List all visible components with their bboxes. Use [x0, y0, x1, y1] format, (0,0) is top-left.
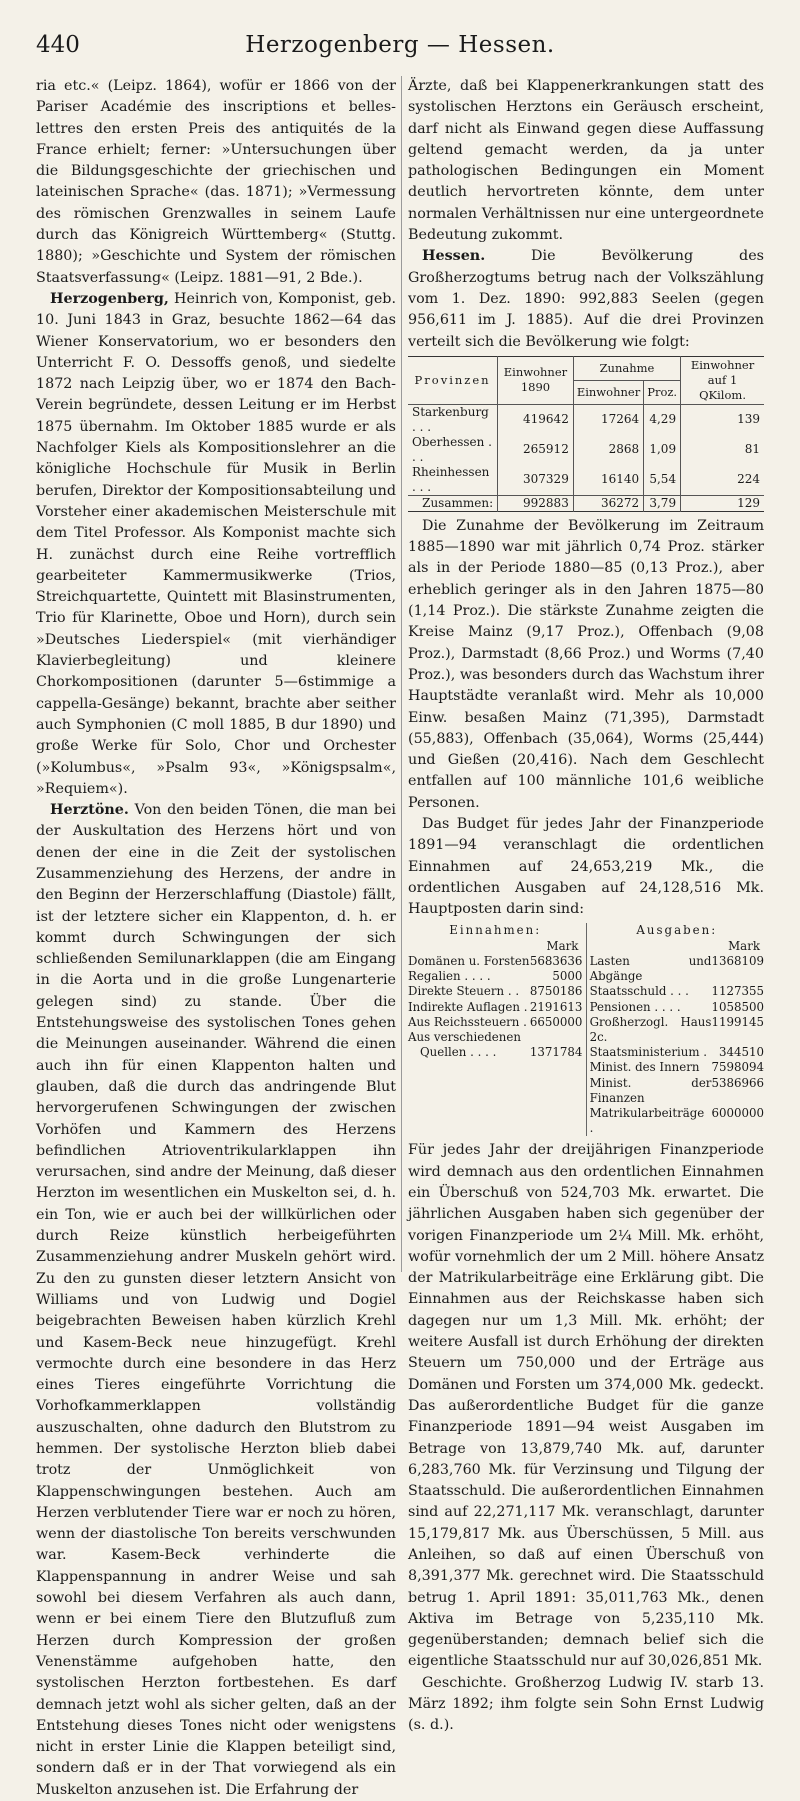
budget-ausgaben [590, 923, 764, 1137]
table-row [408, 435, 764, 465]
table-row [408, 404, 764, 435]
budget-label: Domänen u. Forsten [408, 953, 530, 968]
paragraph-continuation: ria etc.« (Leipz. 1864), wofür er 1866 von der Pariser Académie des inscriptions et belles-lettres den ersten Preis des antiquités de la France erhielt; ferner: »Untersuchungen über die Bildungsgeschichte der griechischen und lateinischen Sprache« (das. 1871); »Vermessung des römischen Grenzwalles in seinem Laufe durch das Königreich Württemberg« (Stuttg. 1880); »Geschichte und System der römischen Staatsverfassung« (Leipz. 1881—91, 2 Bde.). [36, 78, 396, 286]
budget-row [408, 969, 582, 984]
budget-value: 5386966 [711, 1075, 764, 1090]
cell-total-label: Zusammen: [408, 495, 498, 511]
budget-label: Pensionen . . . . [589, 999, 681, 1014]
entry-hessen [408, 246, 764, 352]
budget-label: Matrikularbeiträge . [589, 1105, 705, 1136]
headword-herztoene: Herztöne. [50, 802, 129, 819]
unit-label: Mark [728, 938, 760, 953]
budget-row [590, 1060, 764, 1075]
budget-value: 2191613 [529, 999, 583, 1014]
entry-text: Heinrich von, Komponist, geb. 10. Juni 1843 in Graz, besuchte 1862—64 das Wiener Konservatorium, wo er besonders den Unterricht F. O. Dessoffs genoß, und siedelte 1872 nach Leipzig über, wo er 1874 den Bach-Verein begründete, dessen Leitung er im Herbst 1875 übernahm. Im Oktober 1885 wurde er als Nachfolger Kiels als Kompositionslehrer an die königliche Hochschule für Musik in Berlin berufen, Direktor der Kompositionsabteilung und Vorsteher einer akademischen Meisterschule mit dem Titel Professor. Als Komponist machte sich H. zunächst durch eine Reihe vortrefflich gearbeiteter Kammermusikwerke (Trios, Streichquartette, Quintett mit Blasinstrumenten, Trio für Klarinette, Oboe und Horn), durch sein »Deutsches Liederspiel« (mit vierhändiger Klavierbegleitung) und kleinere Chorkompositionen (darunter 5—6stimmige a cappella-Gesänge) bekannt, brachte aber seither auch Symphonien (C moll 1885, B dur 1890) und große Werke für Solo, Chor und Orchester (»Kolumbus«, »Psalm 93«, »Königspsalm«, »Requiem«). [36, 290, 397, 797]
budget-label: Direkte Steuern . . [408, 984, 520, 999]
budget-value: 1127355 [711, 984, 764, 999]
cell-province: Starkenburg . . . [412, 404, 489, 434]
table-row [408, 465, 764, 496]
page-number: 440 [36, 32, 80, 58]
column-divider [401, 76, 402, 1272]
budget-label: Staatsministerium . [589, 1045, 708, 1060]
paragraph-budget-details: Für jedes Jahr der dreijährigen Finanzperiode wird demnach aus den ordentlichen Einnahmen ein Überschuß von 524,703 Mk. erwartet. Die jährlichen Ausgaben haben sich gegenüber der vorigen Finanzperiode um 2¼ Mill. Mk. erhöht, wofür vornehmlich der um 2 Mill. höhere Ansatz der Matrikularbeiträge eine Erklärung gibt. Die Einnahmen aus der Reichskasse haben sich dagegen nur um 1,3 Mill. Mk. erhöht; der weitere Ausfall ist durch Erhöhung der direkten Steuern um 750,000 und der Erträge aus Domänen und Forsten um 374,000 Mk. gedeckt. Das außerordentliche Budget für die ganze Finanzperiode 1891—94 weist Ausgaben im Betrage von 13,879,740 Mk. auf, darunter 6,283,760 Mk. für Verzinsung und Tilgung der Staatsschuld. Die außerordentlichen Einnahmen sind auf 22,271,117 Mk. veranschlagt, darunter 15,179,817 Mk. aus Überschüssen, 5 Mill. aus Anleihen, so daß auf einen Überschuß von 8,391,377 Mk. gerechnet wird. Die Staatsschuld betrug 1. April 1891: 35,011,763 Mk., denen Aktiva im Betrage von 5,235,110 Mk. gegenüberstanden; demnach belief sich die eigentliche Staatsschuld nur auf 30,026,851 Mk. [408, 1142, 764, 1670]
col-header-zunahme-proz: Proz. [644, 380, 681, 404]
budget-label: Staatsschuld . . . [589, 984, 689, 999]
budget-label: Lasten und Abgänge [589, 953, 712, 984]
budget-value: 6000000 [711, 1105, 764, 1120]
cell-proz: 4,29 [644, 404, 681, 435]
budget-row [590, 1000, 764, 1015]
budget-row [590, 1015, 764, 1045]
table-total-row [408, 495, 764, 511]
cell-zunahme: 2868 [573, 435, 643, 465]
col-header-einwohner-qkm: Einwohner auf 1 QKilom. [681, 356, 764, 404]
budget-value: 6650000 [529, 1014, 583, 1029]
cell-qkm: 224 [681, 465, 764, 496]
budget-row [408, 1045, 582, 1060]
budget-label: Minist. des Innern [589, 1060, 700, 1075]
budget-value: 5000 [552, 969, 583, 984]
cell-einwohner: 265912 [498, 435, 574, 465]
paragraph-budget-intro: Das Budget für jedes Jahr der Finanzperiode 1891—94 veranschlagt die ordentlichen Einnahmen auf 24,653,219 Mk., die ordentlichen Ausgaben auf 24,128,516 Mk. Hauptposten darin sind: [408, 816, 764, 918]
budget-row [408, 984, 582, 999]
entry-herzogenberg [36, 289, 396, 800]
cell-proz: 5,54 [644, 465, 681, 496]
budget-value: 344510 [718, 1045, 764, 1060]
cell-einwohner: 307329 [498, 465, 574, 496]
budget-label: Aus Reichssteuern . [408, 1014, 527, 1029]
budget-value: 1371784 [529, 1045, 583, 1060]
entry-text: Die Bevölkerung des Großherzogtums betrug nach der Volkszählung vom 1. Dez. 1890: 992,883 Seelen (gegen 956,611 im J. 1885). Auf die drei Provinzen verteilt sich die Bevölkerung wie folgt: [408, 248, 764, 350]
budget-einnahmen [408, 923, 587, 1137]
budget-value: 1058500 [711, 999, 764, 1014]
paragraph-geschichte: Geschichte. Großherzog Ludwig IV. starb 13. März 1892; ihm folgte sein Sohn Ernst Ludwig (s. d.). [408, 1674, 764, 1734]
budget-label: Aus verschiedenen [408, 1029, 521, 1044]
budget-row [408, 954, 582, 969]
budget-row [590, 1106, 764, 1136]
cell-qkm: 139 [681, 404, 764, 435]
right-column [408, 76, 764, 1737]
cell-province: Oberhessen . . . [412, 434, 492, 464]
cell-zunahme: 17264 [573, 404, 643, 435]
budget-row [408, 1030, 582, 1045]
budget-row [590, 954, 764, 984]
budget-value: 1368109 [711, 953, 764, 968]
budget-label: Großherzogl. Haus 2c. [589, 1014, 712, 1044]
col-header-provinzen: Provinzen [408, 356, 498, 404]
col-header-zunahme: Zunahme [573, 356, 680, 380]
cell-total-zunahme: 36272 [573, 495, 643, 511]
paragraph-population-growth: Die Zunahme der Bevölkerung im Zeitraum 1885—1890 war mit jährlich 0,74 Proz. stärker als in der Periode 1880—85 (0,13 Proz.), aber erheblich geringer als in den Jahren 1875—80 (1,14 Proz.). Die stärkste Zunahme zeigten die Kreise Mainz (9,17 Proz.), Offenbach (9,08 Proz.), Darmstadt (8,66 Proz.) und Worms (7,40 Proz.), was besonders durch das Wachstum ihrer Hauptstädte veranlaßt wird. Mehr als 10,000 Einw. besaßen Mainz (71,395), Darmstadt (55,883), Offenbach (35,064), Worms (25,444) und Gießen (20,416). Nach dem Geschlecht entfallen auf 100 männliche 101,6 weibliche Personen. [408, 517, 764, 811]
budget-row [590, 1045, 764, 1060]
budget-row [408, 1000, 582, 1015]
cell-zunahme: 16140 [573, 465, 643, 496]
ausgaben-heading: Ausgaben: [636, 922, 718, 937]
entry-herztoene [36, 800, 396, 1801]
cell-proz: 1,09 [644, 435, 681, 465]
budget-value: 8750186 [529, 984, 583, 999]
page-header [36, 32, 764, 66]
budget-table [408, 923, 764, 1137]
budget-label: Regalien . . . . [408, 969, 491, 984]
col-header-zunahme-einwohner: Einwohner [573, 380, 643, 404]
budget-row [590, 1076, 764, 1106]
budget-value: 5683636 [529, 953, 583, 968]
unit-label: Mark [546, 938, 579, 953]
cell-total-qkm: 129 [681, 495, 764, 511]
einnahmen-heading: Einnahmen: [449, 922, 542, 937]
left-column [36, 76, 396, 1801]
cell-total-proz: 3,79 [644, 495, 681, 511]
budget-row [408, 1015, 582, 1030]
budget-label: Indirekte Auflagen . [408, 999, 528, 1014]
budget-label: Minist. der Finanzen [589, 1075, 712, 1105]
headword-hessen: Hessen. [422, 248, 486, 265]
cell-total-einwohner: 992883 [498, 495, 574, 511]
budget-row [590, 984, 764, 999]
headword-herzogenberg: Herzogenberg, [50, 290, 169, 307]
budget-value: 1199145 [711, 1014, 764, 1029]
cell-province: Rheinhessen . . . [412, 464, 490, 494]
cell-einwohner: 419642 [498, 404, 574, 435]
population-table [408, 356, 764, 512]
budget-value: 7598094 [711, 1060, 764, 1075]
paragraph-continuation: Ärzte, daß bei Klappenerkrankungen statt des systolischen Herztons ein Geräusch erscheint, darf nicht als Einwand gegen diese Auffassung geltend gemacht werden, da ja unter pathologischen Bedingungen ein Moment deutlich hervortreten könnte, dem unter normalen Verhältnissen nur eine untergeordnete Bedeutung zukommt. [408, 78, 764, 244]
cell-qkm: 81 [681, 435, 764, 465]
col-header-einwohner-1890: Einwohner 1890 [498, 356, 574, 404]
budget-label: Quellen . . . . [420, 1045, 497, 1060]
running-title: Herzogenberg — Hessen. [245, 32, 555, 58]
entry-text: Von den beiden Tönen, die man bei der Auskultation des Herzens hört und von denen der eine in die Zeit der systolischen Zusammenziehung des Herzens, der andre in den Beginn der Herzerschlaffung (Diastole) fällt, ist der letztere sicher ein Klappenton, d. h. er kommt durch Schwingungen der sich schließenden Semilunarklappen (die am Eingang in die Aorta und in die große Lungenarterie gelegen sind) zu stande. Über die Entstehungsweise des systolischen Tones gehen die Meinungen auseinander. Während die einen auch ihn für einen Klappenton halten und glauben, daß die durch das andringende Blut hervorgerufenen Schwingungen der zwischen Vorhöfen und Kammern des Herzens befindlichen Atrioventrikularklappen ihn verursachen, sind andre der Meinung, daß dieser Herzton im wesentlichen ein Muskelton sei, d. h. ein Ton, wie er auch bei der willkürlichen oder durch Reize künstlich herbeigeführten Zusammenziehung andrer Muskeln gehört wird. Zu den zu gunsten dieser letztern Ansicht von Williams und von Ludwig und Dogiel beigebrachten Beweisen haben kürzlich Krehl und Kasem-Beck neue hinzugefügt. Krehl vermochte durch eine besondere in das Herz eines Tieres eingeführte Vorrichtung die Vorhofkammerklappen vollständig auszuschalten, ohne dadurch den Blutstrom zu hemmen. Der systolische Herzton blieb dabei trotz der Unmöglichkeit von Klappenschwingungen bestehen. Auch am Herzen verblutender Tiere war er noch zu hören, wenn der diastolische Ton bereits verschwunden war. Kasem-Beck verhinderte die Klappenspannung in andrer Weise und sah sowohl bei diesem Verfahren als auch dann, wenn er bei einem Tiere den Blutzufluß zum Herzen durch Kompression der großen Venenstämme aufgehoben hatte, den systolischen Herzton fortbestehen. Es darf demnach jetzt wohl als sicher gelten, daß an der Entstehung dieses Tones nicht oder wenigstens nicht in erster Linie die Klappen beteiligt sind, sondern daß er in der That vorwiegend als ein Muskelton anzusehen ist. Die Erfahrung der [36, 802, 396, 1798]
